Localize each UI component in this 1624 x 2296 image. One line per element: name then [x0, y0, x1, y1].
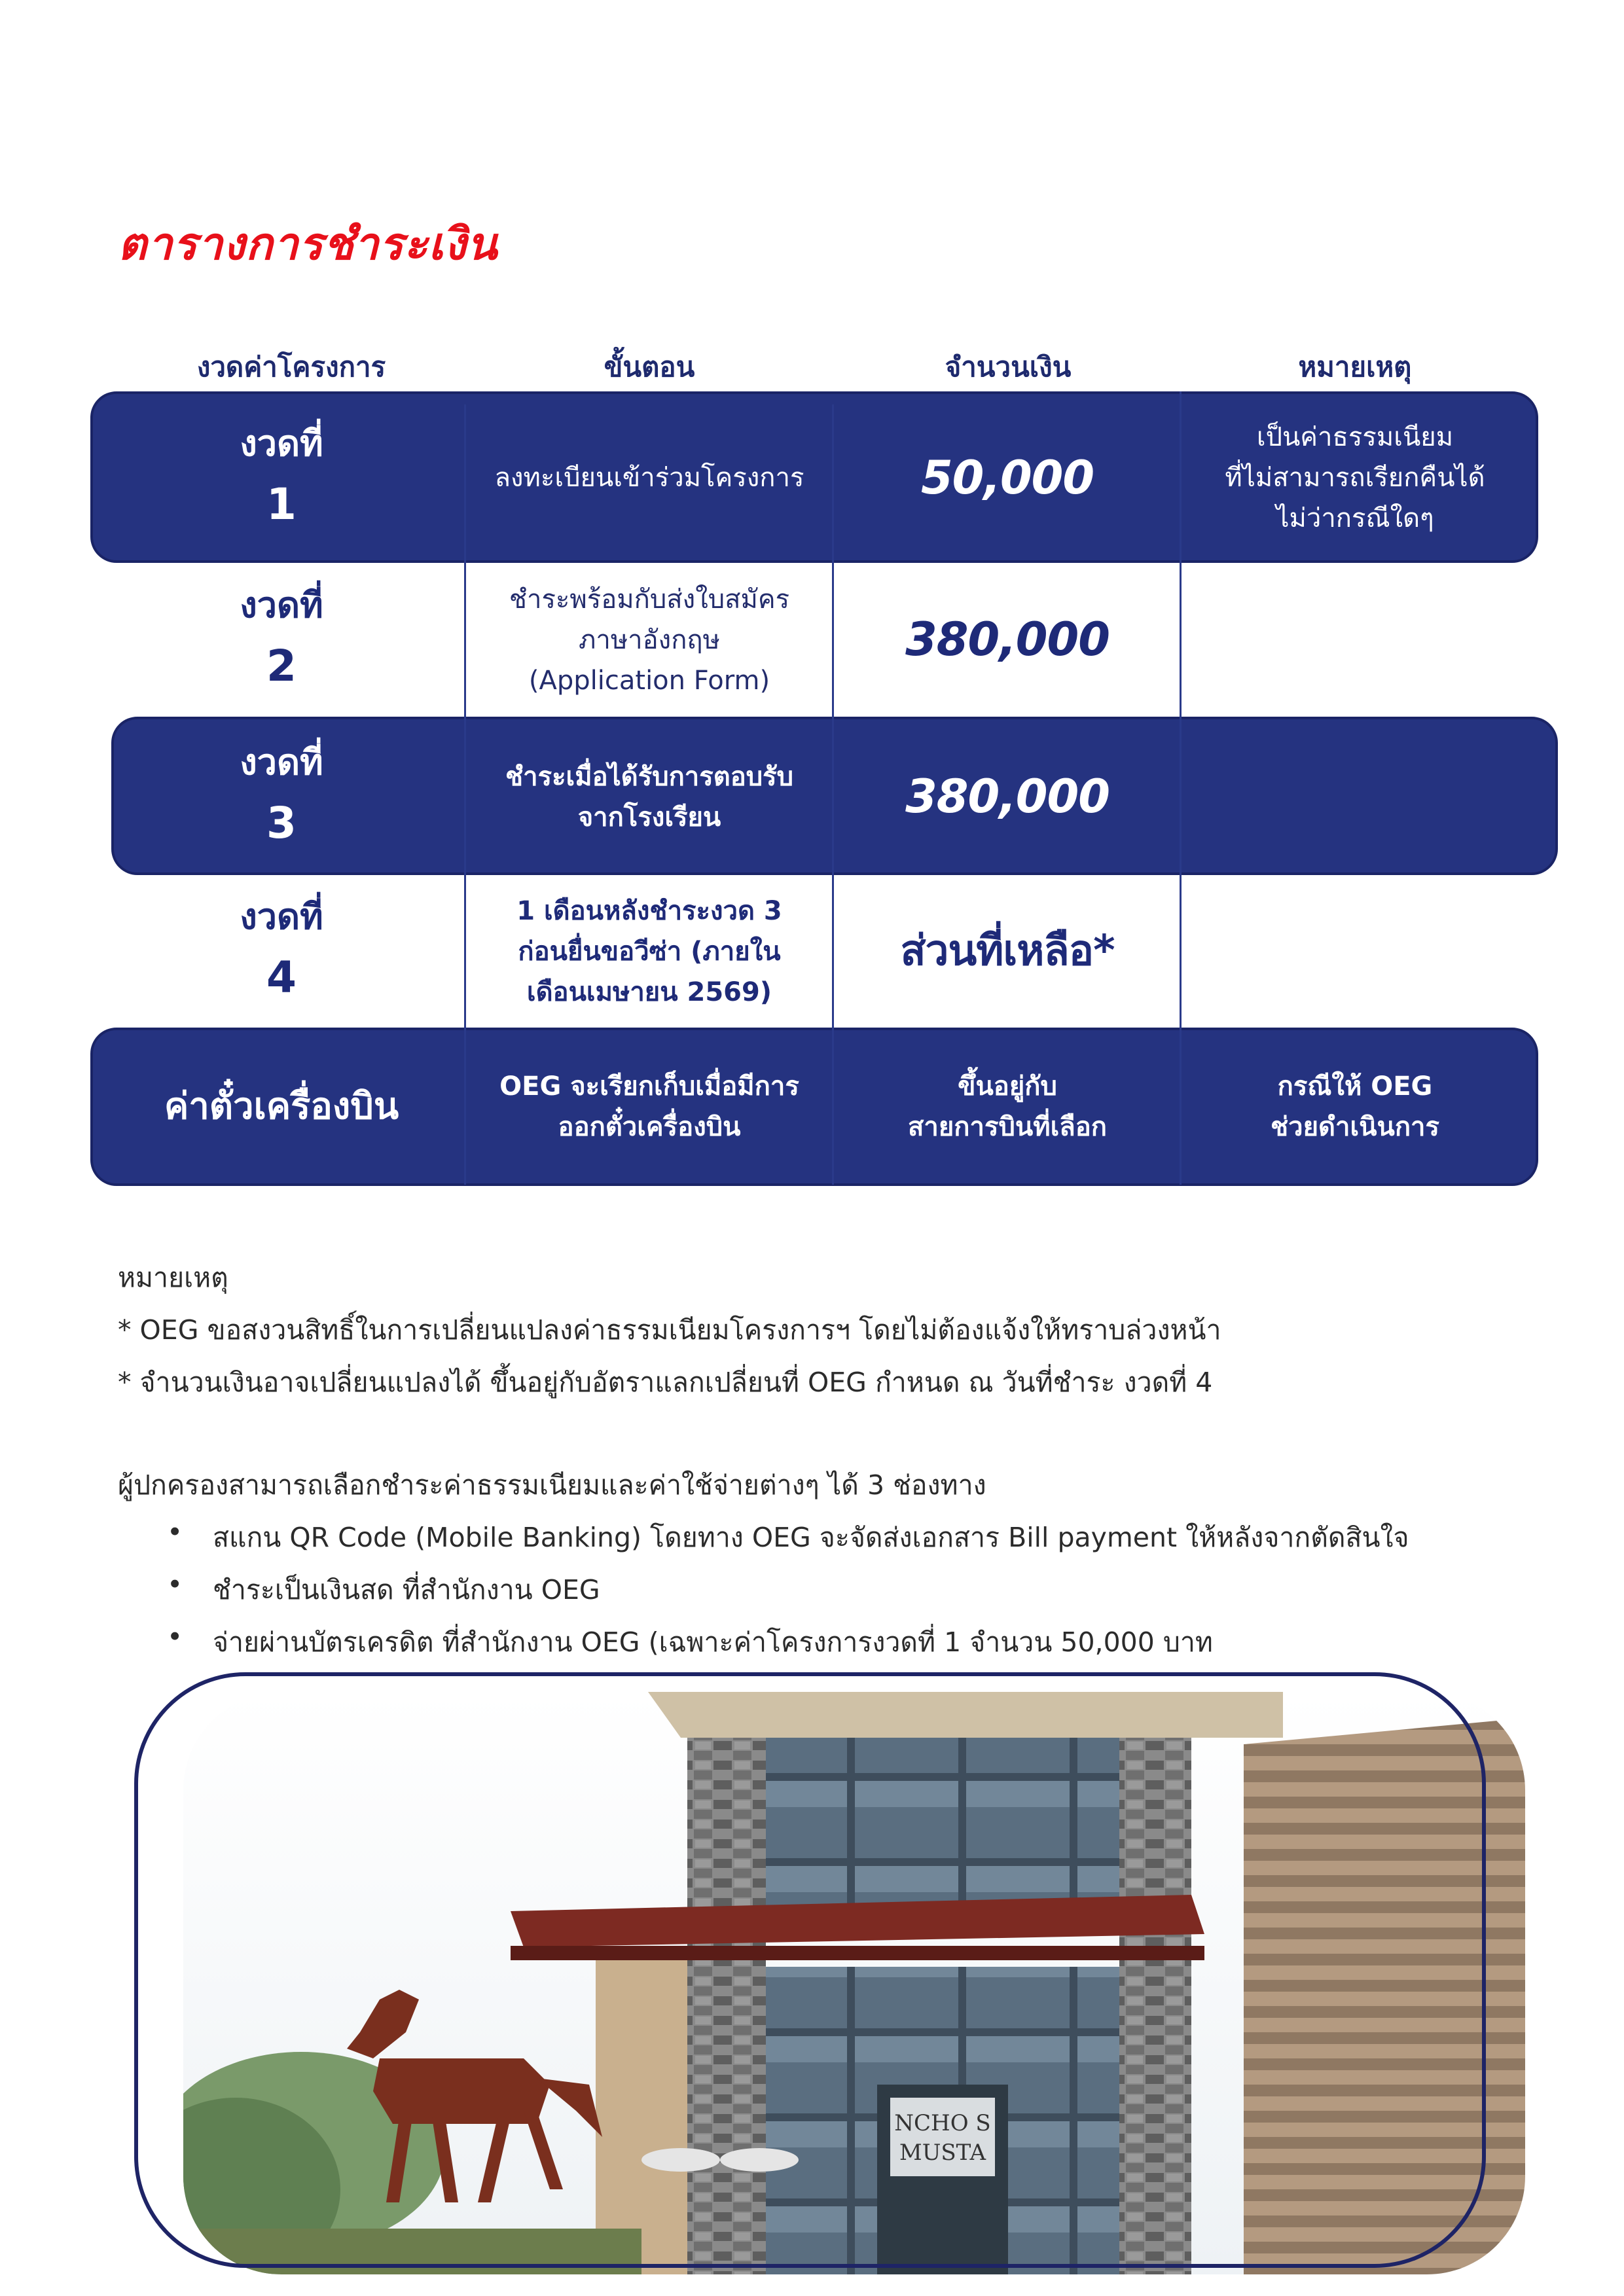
row-1-step: [466, 399, 833, 556]
step-text: ชำระพร้อมกับส่งใบสมัคร: [509, 584, 790, 615]
amount-value: 380,000: [905, 770, 1110, 824]
sign-line-1: NCHO S: [894, 2110, 991, 2136]
step-text: ออกตั๋วเครื่องบิน: [558, 1112, 741, 1142]
step-text: ก่อนยื่นขอวีซ่า (ภายใน: [518, 936, 781, 967]
payment-intro: ผู้ปกครองสามารถเลือกชำระค่าธรรมเนียมและค่าใช้จ่ายต่างๆ ได้ 3 ช่องทาง: [118, 1469, 986, 1501]
row-2-installment: [98, 563, 465, 717]
amount-value: ส่วนที่เหลือ*: [900, 926, 1115, 975]
row-3-step: [466, 720, 833, 874]
header-installment: งวดค่าโครงการ: [196, 351, 386, 383]
sign-line-2: MUSTA: [899, 2140, 986, 2166]
installment-number: 2: [266, 641, 297, 692]
header-amount: จำนวนเงิน: [945, 351, 1072, 383]
remark-line: กรณีให้ OEG: [1277, 1071, 1433, 1102]
installment-number: 3: [266, 798, 297, 849]
installment-number: 1: [266, 478, 297, 529]
row-2-amount: [834, 563, 1181, 717]
row-5-installment: [98, 1033, 465, 1181]
amount-line: ขึ้นอยู่กับ: [958, 1071, 1057, 1102]
row-5-step: [466, 1033, 833, 1181]
page-title: ตารางการชำระเงิน: [118, 219, 498, 270]
note-item: * OEG ขอสงวนสิทธิ์ในการเปลี่ยนแปลงค่าธรรมเนียมโครงการฯ โดยไม่ต้องแจ้งให้ทราบล่วงหน้า: [118, 1314, 1221, 1346]
step-text: ลงทะเบียนเข้าร่วมโครงการ: [494, 463, 804, 493]
bullet-icon: •: [167, 1569, 183, 1600]
step-text: (Application Form): [528, 665, 770, 696]
header-remark: หมายเหตุ: [1298, 351, 1412, 383]
photo-frame: [134, 1672, 1486, 2268]
row-5-amount: [834, 1033, 1181, 1181]
step-text: ชำระเมื่อได้รับการตอบรับ: [505, 761, 794, 792]
payment-method: จ่ายผ่านบัตรเครดิต ที่สำนักงาน OEG (เฉพาะค่าโครงการงวดที่ 1 จำนวน 50,000 บาท: [213, 1626, 1213, 1658]
row-5-remark: [1182, 1033, 1528, 1181]
row-4-step: [466, 875, 833, 1028]
amount-value: 380,000: [905, 613, 1110, 667]
remark-line: ที่ไม่สามารถเรียกคืนได้: [1225, 463, 1485, 493]
step-text: จากโรงเรียน: [577, 802, 721, 833]
bullet-icon: •: [167, 1516, 183, 1548]
installment-number: 4: [266, 952, 297, 1003]
payment-method: สแกน QR Code (Mobile Banking) โดยทาง OEG จะจัดส่งเอกสาร Bill payment ให้หลังจากตัดสินใจ: [213, 1522, 1409, 1553]
notes-heading: หมายเหตุ: [118, 1262, 228, 1293]
payment-method: ชำระเป็นเงินสด ที่สำนักงาน OEG: [213, 1574, 600, 1605]
step-text: ภาษาอังกฤษ: [578, 624, 720, 655]
installment-label: งวดที่: [240, 584, 323, 626]
row-1-installment: [98, 399, 465, 556]
step-text: เดือนเมษายน 2569): [526, 977, 772, 1007]
step-text: 1 เดือนหลังชำระงวด 3: [516, 895, 782, 926]
row-3-installment: [98, 720, 465, 874]
installment-label: งวดที่: [240, 422, 323, 464]
row-1-remark: [1182, 399, 1528, 556]
remark-line: ช่วยดำเนินการ: [1270, 1112, 1439, 1142]
row-1-amount: [834, 399, 1181, 556]
remark-line: ไม่ว่ากรณีใดๆ: [1276, 503, 1434, 533]
amount-line: สายการบินที่เลือก: [907, 1112, 1107, 1142]
step-text: OEG จะเรียกเก็บเมื่อมีการ: [499, 1071, 799, 1102]
row-4-amount: [834, 875, 1181, 1028]
remark-line: เป็นค่าธรรมเนียม: [1256, 422, 1454, 452]
installment-label: งวดที่: [240, 742, 323, 783]
flight-ticket-label: ค่าตั๋วเครื่องบิน: [164, 1085, 399, 1128]
row-4-installment: [98, 875, 465, 1028]
amount-value: 50,000: [920, 450, 1094, 505]
note-item: * จำนวนเงินอาจเปลี่ยนแปลงได้ ขึ้นอยู่กับอัตราแลกเปลี่ยนที่ OEG กำหนด ณ วันที่ชำระ งวดที่ 4: [118, 1367, 1213, 1398]
installment-label: งวดที่: [240, 896, 323, 938]
bullet-icon: •: [167, 1621, 183, 1653]
row-3-amount: [834, 720, 1181, 874]
row-2-step: [466, 563, 833, 717]
header-step: ขั้นตอน: [604, 351, 695, 383]
